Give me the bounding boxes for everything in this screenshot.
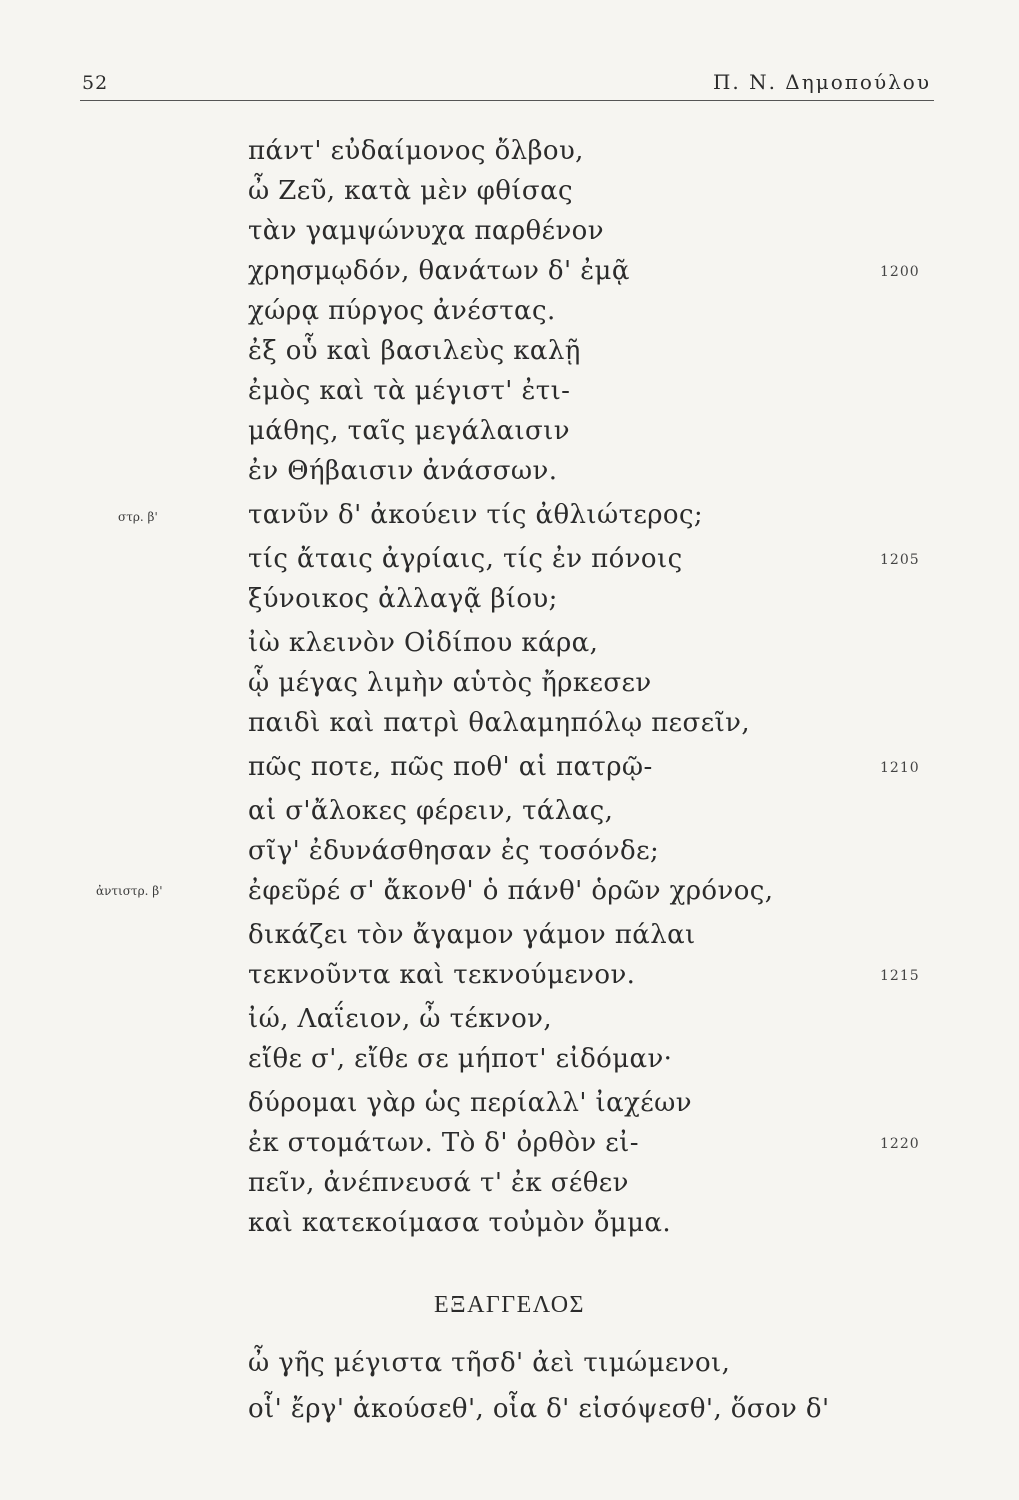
verse-line: τὰν γαμψώνυχα παρθένον bbox=[248, 216, 604, 246]
verse-line: ἰὼ κλεινὸν Οἰδίπου κάρα, bbox=[248, 628, 599, 658]
verse-line: πάντ' εὐδαίμονος ὄλβου, bbox=[248, 136, 584, 166]
strophe-label: στρ. β' bbox=[118, 510, 158, 524]
line-number: 1205 bbox=[880, 552, 920, 568]
verse-line: παιδὶ καὶ πατρὶ θαλαμηπόλῳ πεσεῖν, bbox=[248, 708, 751, 738]
verse-line: ξύνοικος ἀλλαγᾷ βίου; bbox=[248, 584, 558, 614]
verse-line: τίς ἄταις ἀγρίαις, τίς ἐν πόνοις bbox=[248, 544, 683, 574]
page-number: 52 bbox=[82, 72, 109, 94]
verse-line: δικάζει τὸν ἄγαμον γάμον πάλαι bbox=[248, 920, 696, 950]
verse-line: ἐφεῦρέ σ' ἄκονθ' ὁ πάνθ' ὁρῶν χρόνος, bbox=[248, 876, 774, 906]
verse-line: τεκνοῦντα καὶ τεκνούμενον. bbox=[248, 960, 636, 990]
verse-line: τανῦν δ' ἀκούειν τίς ἀθλιώτερος; bbox=[248, 500, 704, 530]
verse-line: ἐξ οὗ καὶ βασιλεὺς καλῇ bbox=[248, 336, 581, 366]
verse-line: εἴθε σ', εἴθε σε μήποτ' εἰδόμαν· bbox=[248, 1044, 673, 1074]
verse-line: ἐν Θήβαισιν ἀνάσσων. bbox=[248, 456, 558, 486]
verse-line: ἰώ, Λαΐειον, ὦ τέκνον, bbox=[248, 1004, 553, 1034]
verse-line: αἱ σ'ἄλοκες φέρειν, τάλας, bbox=[248, 796, 614, 826]
line-number: 1200 bbox=[880, 264, 920, 280]
verse-line: ἐμὸς καὶ τὰ μέγιστ' ἐτι- bbox=[248, 376, 571, 406]
verse-line: σῖγ' ἐδυνάσθησαν ἐς τοσόνδε; bbox=[248, 836, 660, 866]
verse-line: δύρομαι γὰρ ὡς περίαλλ' ἰαχέων bbox=[248, 1088, 692, 1118]
verse-line: πῶς ποτε, πῶς ποθ' αἱ πατρῷ- bbox=[248, 752, 653, 782]
running-head: Π. Ν. Δημοπούλου bbox=[712, 70, 931, 94]
verse-line: ὦ Ζεῦ, κατὰ μὲν φθίσας bbox=[248, 176, 573, 206]
verse-line: καὶ κατεκοίμασα τοὐμὸν ὄμμα. bbox=[248, 1208, 671, 1238]
verse-line: χρησμῳδόν, θανάτων δ' ἐμᾷ bbox=[248, 256, 630, 286]
antistrophe-label: ἀντιστρ. β' bbox=[96, 884, 163, 898]
speaker-heading: ΕΞΑΓΓΕΛΟΣ bbox=[433, 1292, 586, 1318]
verse-line: μάθης, ταῖς μεγάλαισιν bbox=[248, 416, 570, 446]
speech-line: οἷ' ἔργ' ἀκούσεθ', οἷα δ' εἰσόψεσθ', ὅσον δ' bbox=[248, 1394, 830, 1424]
verse-line: ἐκ στομάτων. Τὸ δ' ὀρθὸν εἰ- bbox=[248, 1128, 639, 1158]
line-number: 1215 bbox=[880, 968, 920, 984]
speech-line: ὦ γῆς μέγιστα τῆσδ' ἀεὶ τιμώμενοι, bbox=[248, 1348, 731, 1378]
verse-line: ᾧ μέγας λιμὴν αὑτὸς ἤρκεσεν bbox=[248, 668, 652, 698]
line-number: 1210 bbox=[880, 760, 920, 776]
line-number: 1220 bbox=[880, 1136, 920, 1152]
verse-line: πεῖν, ἀνέπνευσά τ' ἐκ σέθεν bbox=[248, 1168, 629, 1198]
verse-line: χώρᾳ πύργος ἀνέστας. bbox=[248, 296, 556, 326]
